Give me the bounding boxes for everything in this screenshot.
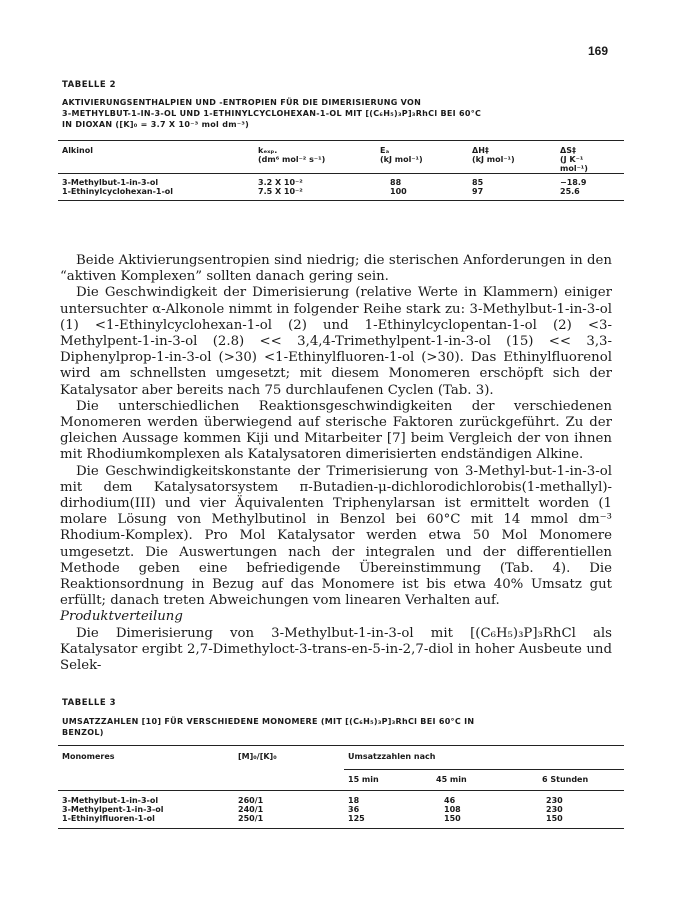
table3-row1-v2: 46 <box>444 796 456 805</box>
table2-row2-dh: 97 <box>472 187 484 196</box>
table2-row2-ea: 100 <box>390 187 407 196</box>
table3-row3-v1: 125 <box>348 814 365 823</box>
table3-title <box>62 716 622 738</box>
table3-header-ratio: [M]₀/[K]₀ <box>238 752 277 761</box>
table2-header-ds: ΔS‡ <box>560 146 576 155</box>
table3-row1-v3: 230 <box>546 796 563 805</box>
table-row <box>58 178 624 187</box>
table3-row3-v2: 150 <box>444 814 461 823</box>
table3 <box>58 745 624 829</box>
table2-header-dh: ΔH‡ <box>472 146 489 155</box>
table2-row1-k: 3.2 X 10⁻² <box>258 178 303 187</box>
table2-header-alkinol: Alkinol <box>62 146 93 155</box>
table2-row1-name: 3-Methylbut-1-in-3-ol <box>62 178 159 187</box>
table3-row2-v3: 230 <box>546 805 563 814</box>
table2-row2-k: 7.5 X 10⁻² <box>258 187 303 196</box>
table3-row2-ratio: 240/1 <box>238 805 264 814</box>
table3-row1-v1: 18 <box>348 796 360 805</box>
table2-title-line2: 3-METHYLBUT-1-IN-3-OL UND 1-ETHINYLCYCLOHEXAN-1-OL MIT [(C₆H₅)₃P]₃RhCl BEI 60°C <box>62 109 482 118</box>
table3-row3-name: 1-Ethinylfluoren-1-ol <box>62 814 155 823</box>
table3-header-45min: 45 min <box>436 775 467 784</box>
table3-row2-name: 3-Methylpent-1-in-3-ol <box>62 805 164 814</box>
table2-row1-ea: 88 <box>390 178 402 187</box>
table-row <box>58 796 624 805</box>
table-row <box>58 187 624 201</box>
paragraph-2: Die Geschwindigkeit der Dimerisierung (relative Werte in Klammern) einiger untersuchter α-Alkonole nimmt in folgender Reihe stark zu: 3-Methylbut-1-in-3-ol (1) <1-Ethinylcyclohexan-1-ol (2) und 1-Ethinylcyclopentan-1-ol (2) <3-Methylpent-1-in-3-ol (2.8) << 3,4,4-Trimethylpent-1-in-3-ol (15) << 3,3-Diphenylprop-1-in-3-ol (>30) <1-Ethinylfluoren-1-ol (>30). Das Ethinylfluorenol wird am schnellsten umgesetzt; mit diesem Monomeren erschöpft sich der Katalysator aber bereits nach 75 durchlaufenen Cyclen (Tab. 3). <box>60 285 612 398</box>
table2-header-kexp: kₑₓₚ. <box>258 146 278 155</box>
table3-row1-ratio: 260/1 <box>238 796 264 805</box>
table3-header-6h: 6 Stunden <box>542 775 589 784</box>
table2-header-ea-unit: (kJ mol⁻¹) <box>380 155 423 164</box>
table2-header-ds-unit2: mol⁻¹) <box>560 164 588 173</box>
table2-header-ea: Eₐ <box>380 146 390 155</box>
table2-header-dh-unit: (kJ mol⁻¹) <box>472 155 515 164</box>
table3-row2-v1: 36 <box>348 805 360 814</box>
paragraph-4: Die Geschwindigkeitskonstante der Trimerisierung von 3-Methyl-but-1-in-3-ol mit dem Katalysatorsystem π-Butadien-μ-dichlorodichlorobis(1-methallyl)-dirhodium(III) und vier Äquivalenten Triphenylarsan ist ermittelt worden (1 molare Lösung von Methylbutinol in Benzol bei 60°C mit 14 mmol dm⁻³ Rhodium-Komplex). Pro Mol Katalysator werden etwa 50 Mol Monomere umgesetzt. Die Auswertungen nach der integralen und der differentiellen Methode geben eine befriedigende Übereinstimmung (Tab. 4). Die Reaktionsordnung in Bezug auf das Monomere ist bis etwa 40% Umsatz gut erfüllt; danach treten Abweichungen vom linearen Verhalten auf. <box>60 463 612 609</box>
table3-label: TABELLE 3 <box>62 698 117 708</box>
table3-header-monomer: Monomeres <box>62 752 115 761</box>
table2-header-ds-unit: (J K⁻¹ <box>560 155 584 164</box>
table2-title-line1: AKTIVIERUNGSENTHALPIEN UND -ENTROPIEN FÜR DIE DIMERISIERUNG VON <box>62 98 422 107</box>
table2-row1-ds: −18.9 <box>560 178 587 187</box>
table2-row2-ds: 25.6 <box>560 187 580 196</box>
table3-row2-v2: 108 <box>444 805 461 814</box>
table2-label: TABELLE 2 <box>62 80 117 90</box>
table3-row1-name: 3-Methylbut-1-in-3-ol <box>62 796 159 805</box>
page-number: 169 <box>587 44 608 58</box>
paragraph-3: Die unterschiedlichen Reaktionsgeschwindigkeiten der verschiedenen Monomeren werden überwiegend auf sterische Faktoren zurückgeführt. Zu der gleichen Aussage kommen Kiji und Mitarbeiter [7] beim Vergleich der von ihnen mit Rhodiumkomplexen als Katalysatoren dimerisierten endständigen Alkine. <box>60 398 612 463</box>
table-row <box>58 805 624 814</box>
paragraph-1: Beide Aktivierungsentropien sind niedrig; die sterischen Anforderungen in den “aktiven Komplexen” sollten danach gering sein. <box>60 253 612 285</box>
section-heading: Produktverteilung <box>60 609 183 625</box>
table3-header-15min: 15 min <box>348 775 379 784</box>
table3-header-group: Umsatzzahlen nach <box>344 746 624 770</box>
table2-row2-name: 1-Ethinylcyclohexan-1-ol <box>62 187 174 196</box>
table2-title-line3: IN DIOXAN ([K]₀ = 3.7 X 10⁻³ mol dm⁻³) <box>62 120 250 129</box>
table2-header-kexp-unit: (dm⁶ mol⁻² s⁻¹) <box>258 155 326 164</box>
table2-title <box>62 97 622 130</box>
paragraph-5: Die Dimerisierung von 3-Methylbut-1-in-3-ol mit [(C₆H₅)₃P]₃RhCl als Katalysator ergibt 2,7-Dimethyloct-3-trans-en-5-in-2,7-diol in hoher Ausbeute und Selek- <box>60 625 612 674</box>
table3-title-line2: BENZOL) <box>62 728 104 737</box>
body-text <box>60 253 612 674</box>
table-row <box>58 814 624 829</box>
table2 <box>58 140 624 201</box>
table2-row1-dh: 85 <box>472 178 484 187</box>
table3-row3-v3: 150 <box>546 814 563 823</box>
table3-title-line1: UMSATZZAHLEN [10] FÜR VERSCHIEDENE MONOMERE (MIT [(C₆H₅)₃P]₃RhCl BEI 60°C IN <box>62 717 475 726</box>
table3-row3-ratio: 250/1 <box>238 814 264 823</box>
